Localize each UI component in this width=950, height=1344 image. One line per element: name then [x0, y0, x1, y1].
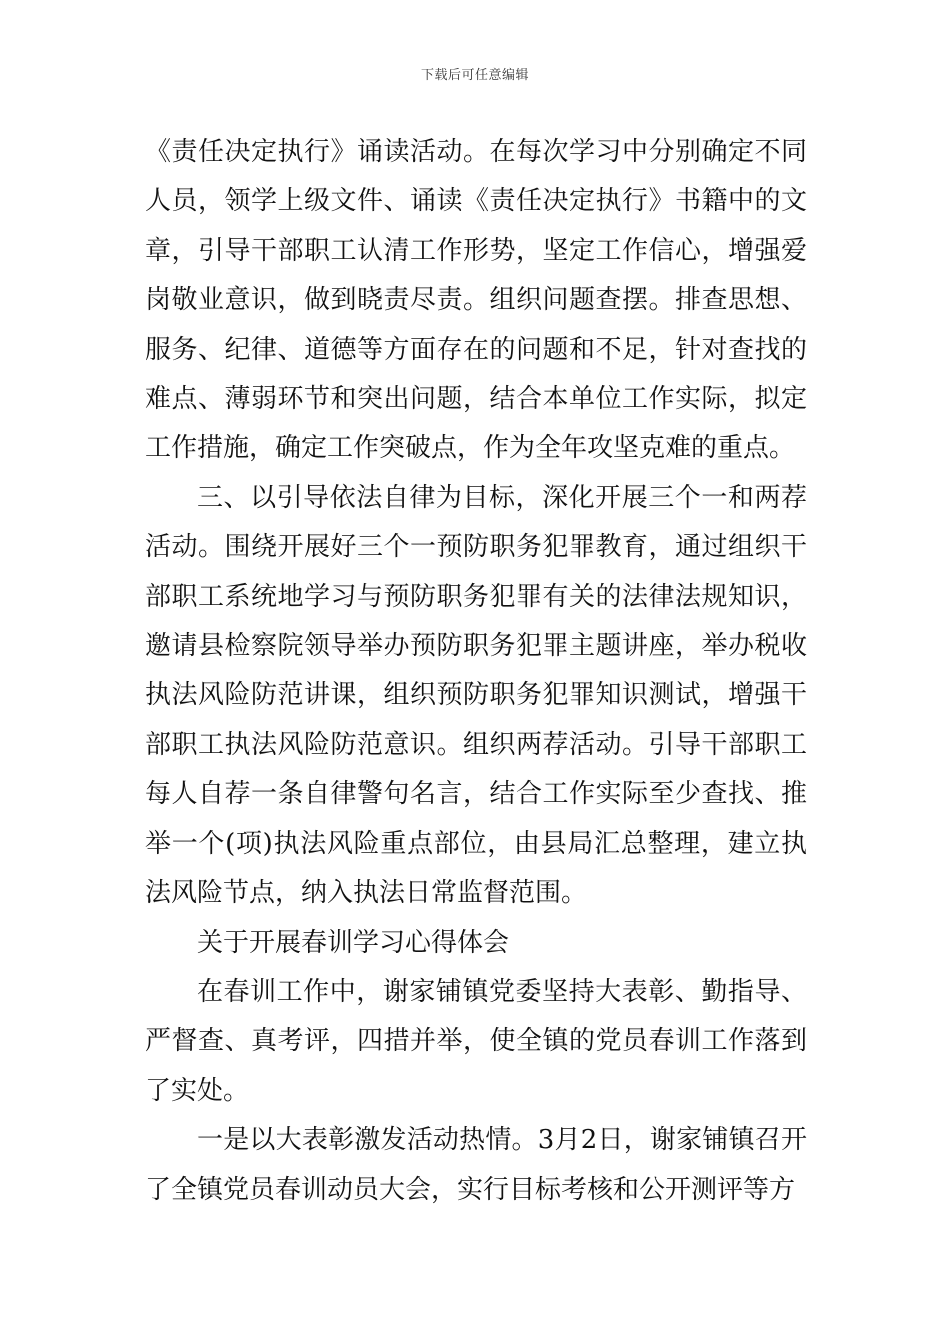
paragraph-point-one: 一是以大表彰激发活动热情。3月2日，谢家铺镇召开了全镇党员春训动员大会，实行目标考核和公开测评等方: [145, 1125, 807, 1205]
section-title: 关于开展春训学习心得体会: [197, 927, 510, 958]
paragraph-section-three: 三、以引导依法自律为目标，深化开展三个一和两荐活动。围绕开展好三个一预防职务犯罪教育，通过组织干部职工系统地学习与预防职务犯罪有关的法律法规知识，邀请县检察院领导举办预防职务犯罪主题讲座，举办税收执法风险防范讲课，组织预防职务犯罪知识测试，增强干部职工执法风险防范意识。组织两荐活动。引导干部职工每人自荐一条自律警句名言，结合工作实际至少查找、推举一个(项)执法风险重点部位，由县局汇总整理，建立执法风险节点，纳入执法日常监督范围。: [145, 482, 807, 909]
header-note: 下载后可任意编辑: [420, 68, 529, 83]
paragraph-intro: 在春训工作中，谢家铺镇党委坚持大表彰、勤指导、严督查、真考评，四措并举，使全镇的党员春训工作落到了实处。: [145, 976, 807, 1106]
paragraph-continuation: 《责任决定执行》诵读活动。在每次学习中分别确定不同人员，领学上级文件、诵读《责任决定执行》书籍中的文章，引导干部职工认清工作形势，坚定工作信心，增强爱岗敬业意识，做到晓责尽责。组织问题查摆。排查思想、服务、纪律、道德等方面存在的问题和不足，针对查找的难点、薄弱环节和突出问题，结合本单位工作实际，拟定工作措施，确定工作突破点，作为全年攻坚克难的重点。: [145, 137, 807, 464]
document-body: [145, 128, 807, 1215]
